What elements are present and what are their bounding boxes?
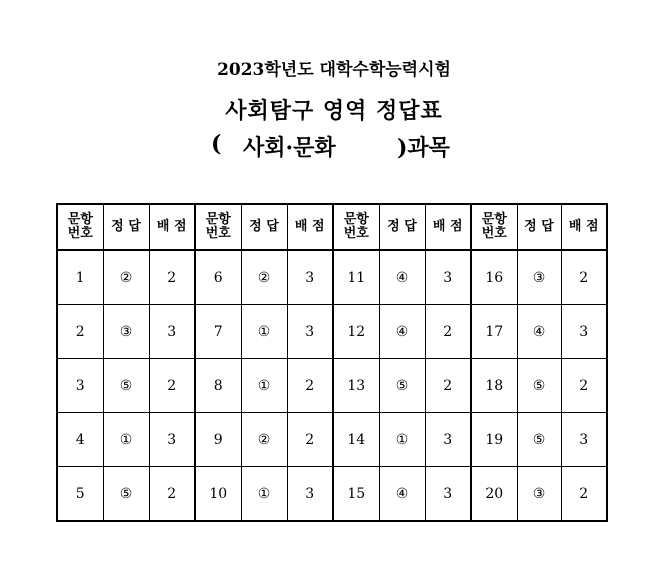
- point-value: 3: [425, 467, 471, 522]
- correct-answer: ④: [517, 305, 561, 359]
- correct-answer: ⑤: [103, 359, 149, 413]
- question-number: 19: [471, 413, 517, 467]
- correct-answer: ⑤: [517, 359, 561, 413]
- correct-answer: ①: [241, 305, 287, 359]
- correct-answer: ①: [379, 413, 425, 467]
- point-value: 3: [425, 250, 471, 305]
- header-answer: 정 답: [241, 204, 287, 250]
- exam-title: 2023학년도 대학수학능력시험: [217, 60, 451, 80]
- table-row: [57, 250, 607, 305]
- answer-table: [56, 203, 608, 522]
- question-number: 10: [195, 467, 241, 522]
- point-value: 3: [561, 305, 607, 359]
- correct-answer: ⑤: [517, 413, 561, 467]
- point-value: 2: [561, 467, 607, 522]
- answer-key-title: 사회탐구 영역 정답표: [225, 98, 443, 124]
- correct-answer: ④: [379, 305, 425, 359]
- header-answer: 정 답: [517, 204, 561, 250]
- subject-close-suffix: )과목: [397, 135, 450, 161]
- question-number: 14: [333, 413, 379, 467]
- question-number: 9: [195, 413, 241, 467]
- point-value: 2: [287, 359, 333, 413]
- question-number: 16: [471, 250, 517, 305]
- question-number: 12: [333, 305, 379, 359]
- correct-answer: ④: [379, 250, 425, 305]
- question-number: 1: [57, 250, 103, 305]
- question-number: 4: [57, 413, 103, 467]
- header-answer: 정 답: [103, 204, 149, 250]
- correct-answer: ②: [103, 250, 149, 305]
- header-points: 배 점: [287, 204, 333, 250]
- question-number: 7: [195, 305, 241, 359]
- header-row: [57, 204, 607, 250]
- question-number: 11: [333, 250, 379, 305]
- correct-answer: ⑤: [379, 359, 425, 413]
- point-value: 2: [561, 359, 607, 413]
- question-number: 8: [195, 359, 241, 413]
- table-row: [57, 305, 607, 359]
- point-value: 3: [287, 467, 333, 522]
- header-number: 문항 번호: [57, 204, 103, 250]
- question-number: 20: [471, 467, 517, 522]
- point-value: 2: [149, 359, 195, 413]
- question-number: 13: [333, 359, 379, 413]
- question-number: 3: [57, 359, 103, 413]
- point-value: 2: [287, 413, 333, 467]
- subject-name: 사회·문화: [243, 135, 336, 161]
- header-points: 배 점: [149, 204, 195, 250]
- correct-answer: ①: [103, 413, 149, 467]
- correct-answer: ②: [241, 250, 287, 305]
- header-number: 문항 번호: [471, 204, 517, 250]
- question-number: 2: [57, 305, 103, 359]
- header-points: 배 점: [561, 204, 607, 250]
- point-value: 3: [561, 413, 607, 467]
- question-number: 17: [471, 305, 517, 359]
- table-row: [57, 413, 607, 467]
- subject-open-paren: (: [211, 131, 222, 157]
- correct-answer: ⑤: [103, 467, 149, 522]
- header-number: 문항 번호: [333, 204, 379, 250]
- correct-answer: ③: [517, 250, 561, 305]
- point-value: 2: [149, 250, 195, 305]
- header-points: 배 점: [425, 204, 471, 250]
- question-number: 6: [195, 250, 241, 305]
- point-value: 3: [149, 413, 195, 467]
- point-value: 2: [425, 305, 471, 359]
- point-value: 3: [425, 413, 471, 467]
- correct-answer: ①: [241, 359, 287, 413]
- point-value: 2: [425, 359, 471, 413]
- question-number: 5: [57, 467, 103, 522]
- question-number: 18: [471, 359, 517, 413]
- correct-answer: ③: [103, 305, 149, 359]
- table-row: [57, 359, 607, 413]
- correct-answer: ①: [241, 467, 287, 522]
- correct-answer: ③: [517, 467, 561, 522]
- correct-answer: ②: [241, 413, 287, 467]
- header-number: 문항 번호: [195, 204, 241, 250]
- point-value: 2: [149, 467, 195, 522]
- subject-line: [0, 131, 668, 161]
- point-value: 2: [561, 250, 607, 305]
- point-value: 3: [287, 250, 333, 305]
- question-number: 15: [333, 467, 379, 522]
- point-value: 3: [287, 305, 333, 359]
- point-value: 3: [149, 305, 195, 359]
- header-answer: 정 답: [379, 204, 425, 250]
- correct-answer: ④: [379, 467, 425, 522]
- table-row: [57, 467, 607, 522]
